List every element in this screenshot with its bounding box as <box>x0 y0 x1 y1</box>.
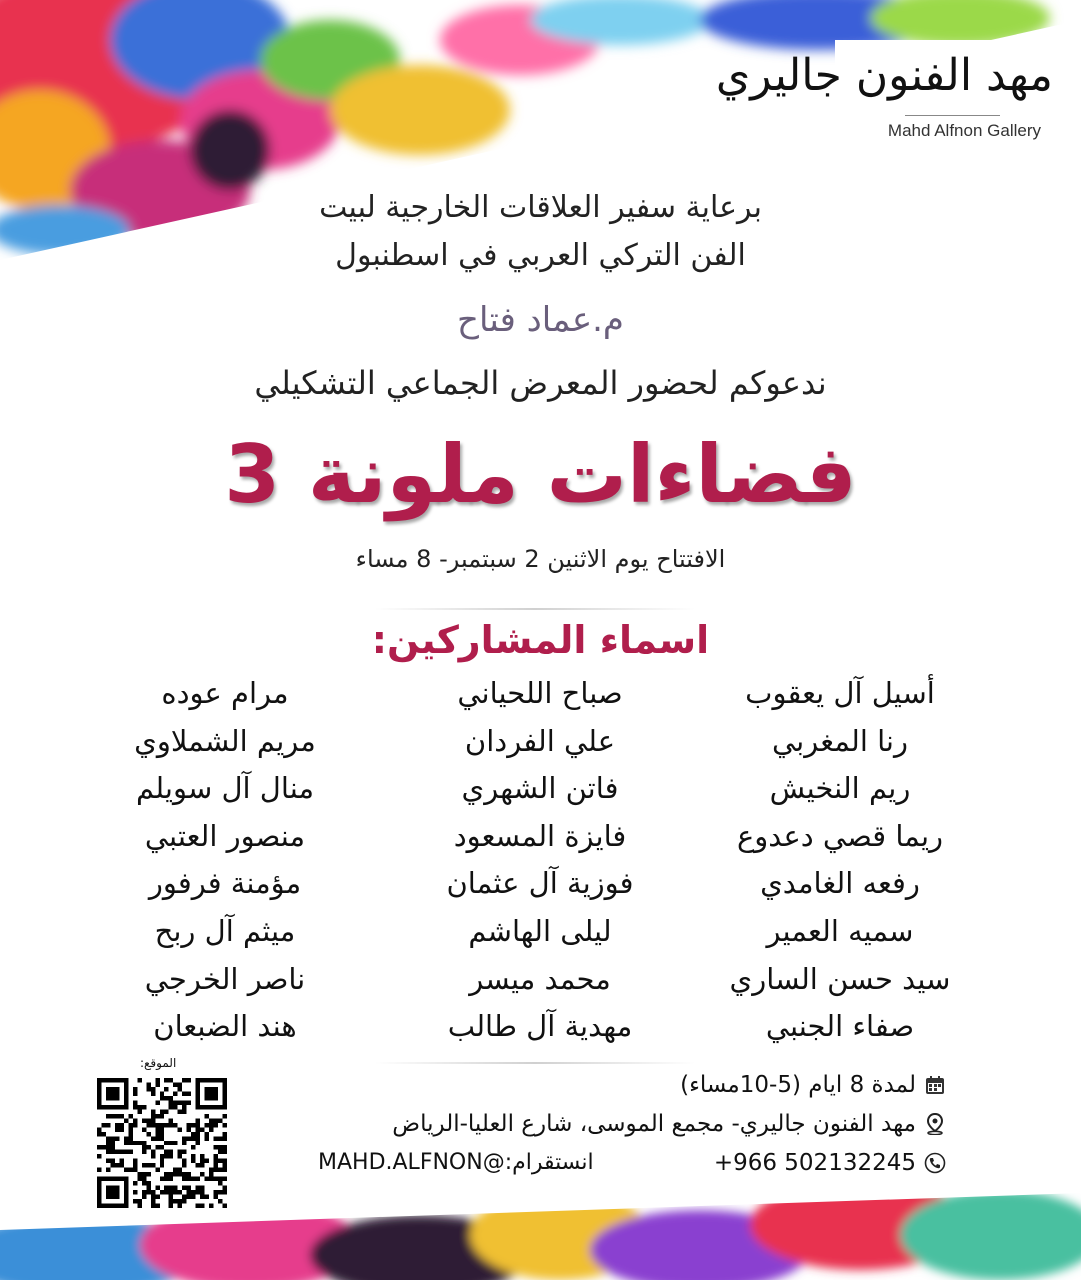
duration-row <box>680 1072 946 1098</box>
participants-column-3 <box>60 670 390 1051</box>
participants-column-1 <box>675 670 1005 1051</box>
duration-text: لمدة 8 ايام (5-10مساء) <box>680 1072 916 1098</box>
calendar-icon <box>924 1074 946 1096</box>
participant-name: ناصر الخرجي <box>144 961 306 996</box>
instagram-handle[interactable]: انستقرام:@MAHD.ALFNON <box>318 1150 594 1175</box>
logo-divider <box>905 115 1000 116</box>
exhibition-title: فضاءات ملونة 3 <box>224 428 857 521</box>
participant-name: ميثم آل ربح <box>154 913 296 948</box>
logo-english: Mahd Alfnon Gallery <box>887 121 1041 140</box>
participant-name: هند الضبعان <box>153 1009 297 1044</box>
participant-name: صفاء الجنبي <box>765 1009 915 1044</box>
participant-name: مؤمنة فرفور <box>148 866 302 901</box>
location-text: مهد الفنون جاليري- مجمع الموسى، شارع العليا-الرياض <box>392 1111 916 1137</box>
divider-bottom <box>375 1062 695 1064</box>
participant-name: مرام عوده <box>161 676 289 710</box>
participant-name: منصور العتبي <box>144 818 306 853</box>
location-pin-icon <box>924 1113 946 1135</box>
participant-name: سيد حسن الساري <box>729 961 951 996</box>
participant-name: أسيل آل يعقوب <box>745 676 935 710</box>
participant-name: صباح اللحياني <box>457 676 623 710</box>
participant-name: منال آل سويلم <box>135 771 314 806</box>
participants-title: اسماء المشاركين: <box>371 618 710 662</box>
participant-name: فايزة المسعود <box>453 818 627 853</box>
phone-icon <box>924 1152 946 1174</box>
phone-row <box>714 1150 946 1176</box>
host-name: م.عماد فتاح <box>457 300 624 340</box>
participant-name: مهدية آل طالب <box>447 1009 633 1044</box>
participant-name: محمد ميسر <box>469 961 611 996</box>
participant-name: مريم الشملاوي <box>134 723 316 758</box>
participant-name: ليلى الهاشم <box>468 913 612 948</box>
participant-name: ريما قصي دعدوع <box>736 818 944 853</box>
participant-name: رفعه الغامدي <box>760 866 920 901</box>
participant-name: علي الفردان <box>464 723 616 758</box>
sponsor-line-2: الفن التركي العربي في اسطنبول <box>335 238 746 273</box>
participant-name: فاتن الشهري <box>461 771 619 806</box>
qr-label: الموقع: <box>140 1056 177 1070</box>
participant-name: ريم النخيش <box>769 771 911 806</box>
participant-name: فوزية آل عثمان <box>446 866 634 901</box>
phone-text[interactable]: +966 502132245 <box>713 1150 916 1176</box>
sponsor-line-1: برعاية سفير العلاقات الخارجية لبيت <box>319 190 762 225</box>
invitation-text: ندعوكم لحضور المعرض الجماعي التشكيلي <box>254 364 827 402</box>
participants-column-2 <box>375 670 705 1051</box>
divider-top <box>375 608 695 610</box>
qr-code-icon[interactable] <box>96 1078 228 1208</box>
participant-name: سميه العمير <box>766 913 914 948</box>
participant-name: رنا المغربي <box>771 723 909 758</box>
opening-date: الافتتاح يوم الاثنين 2 سبتمبر- 8 مساء <box>355 545 726 573</box>
location-row <box>392 1111 946 1137</box>
logo-arabic: مهد الفنون جاليري <box>715 50 1053 101</box>
